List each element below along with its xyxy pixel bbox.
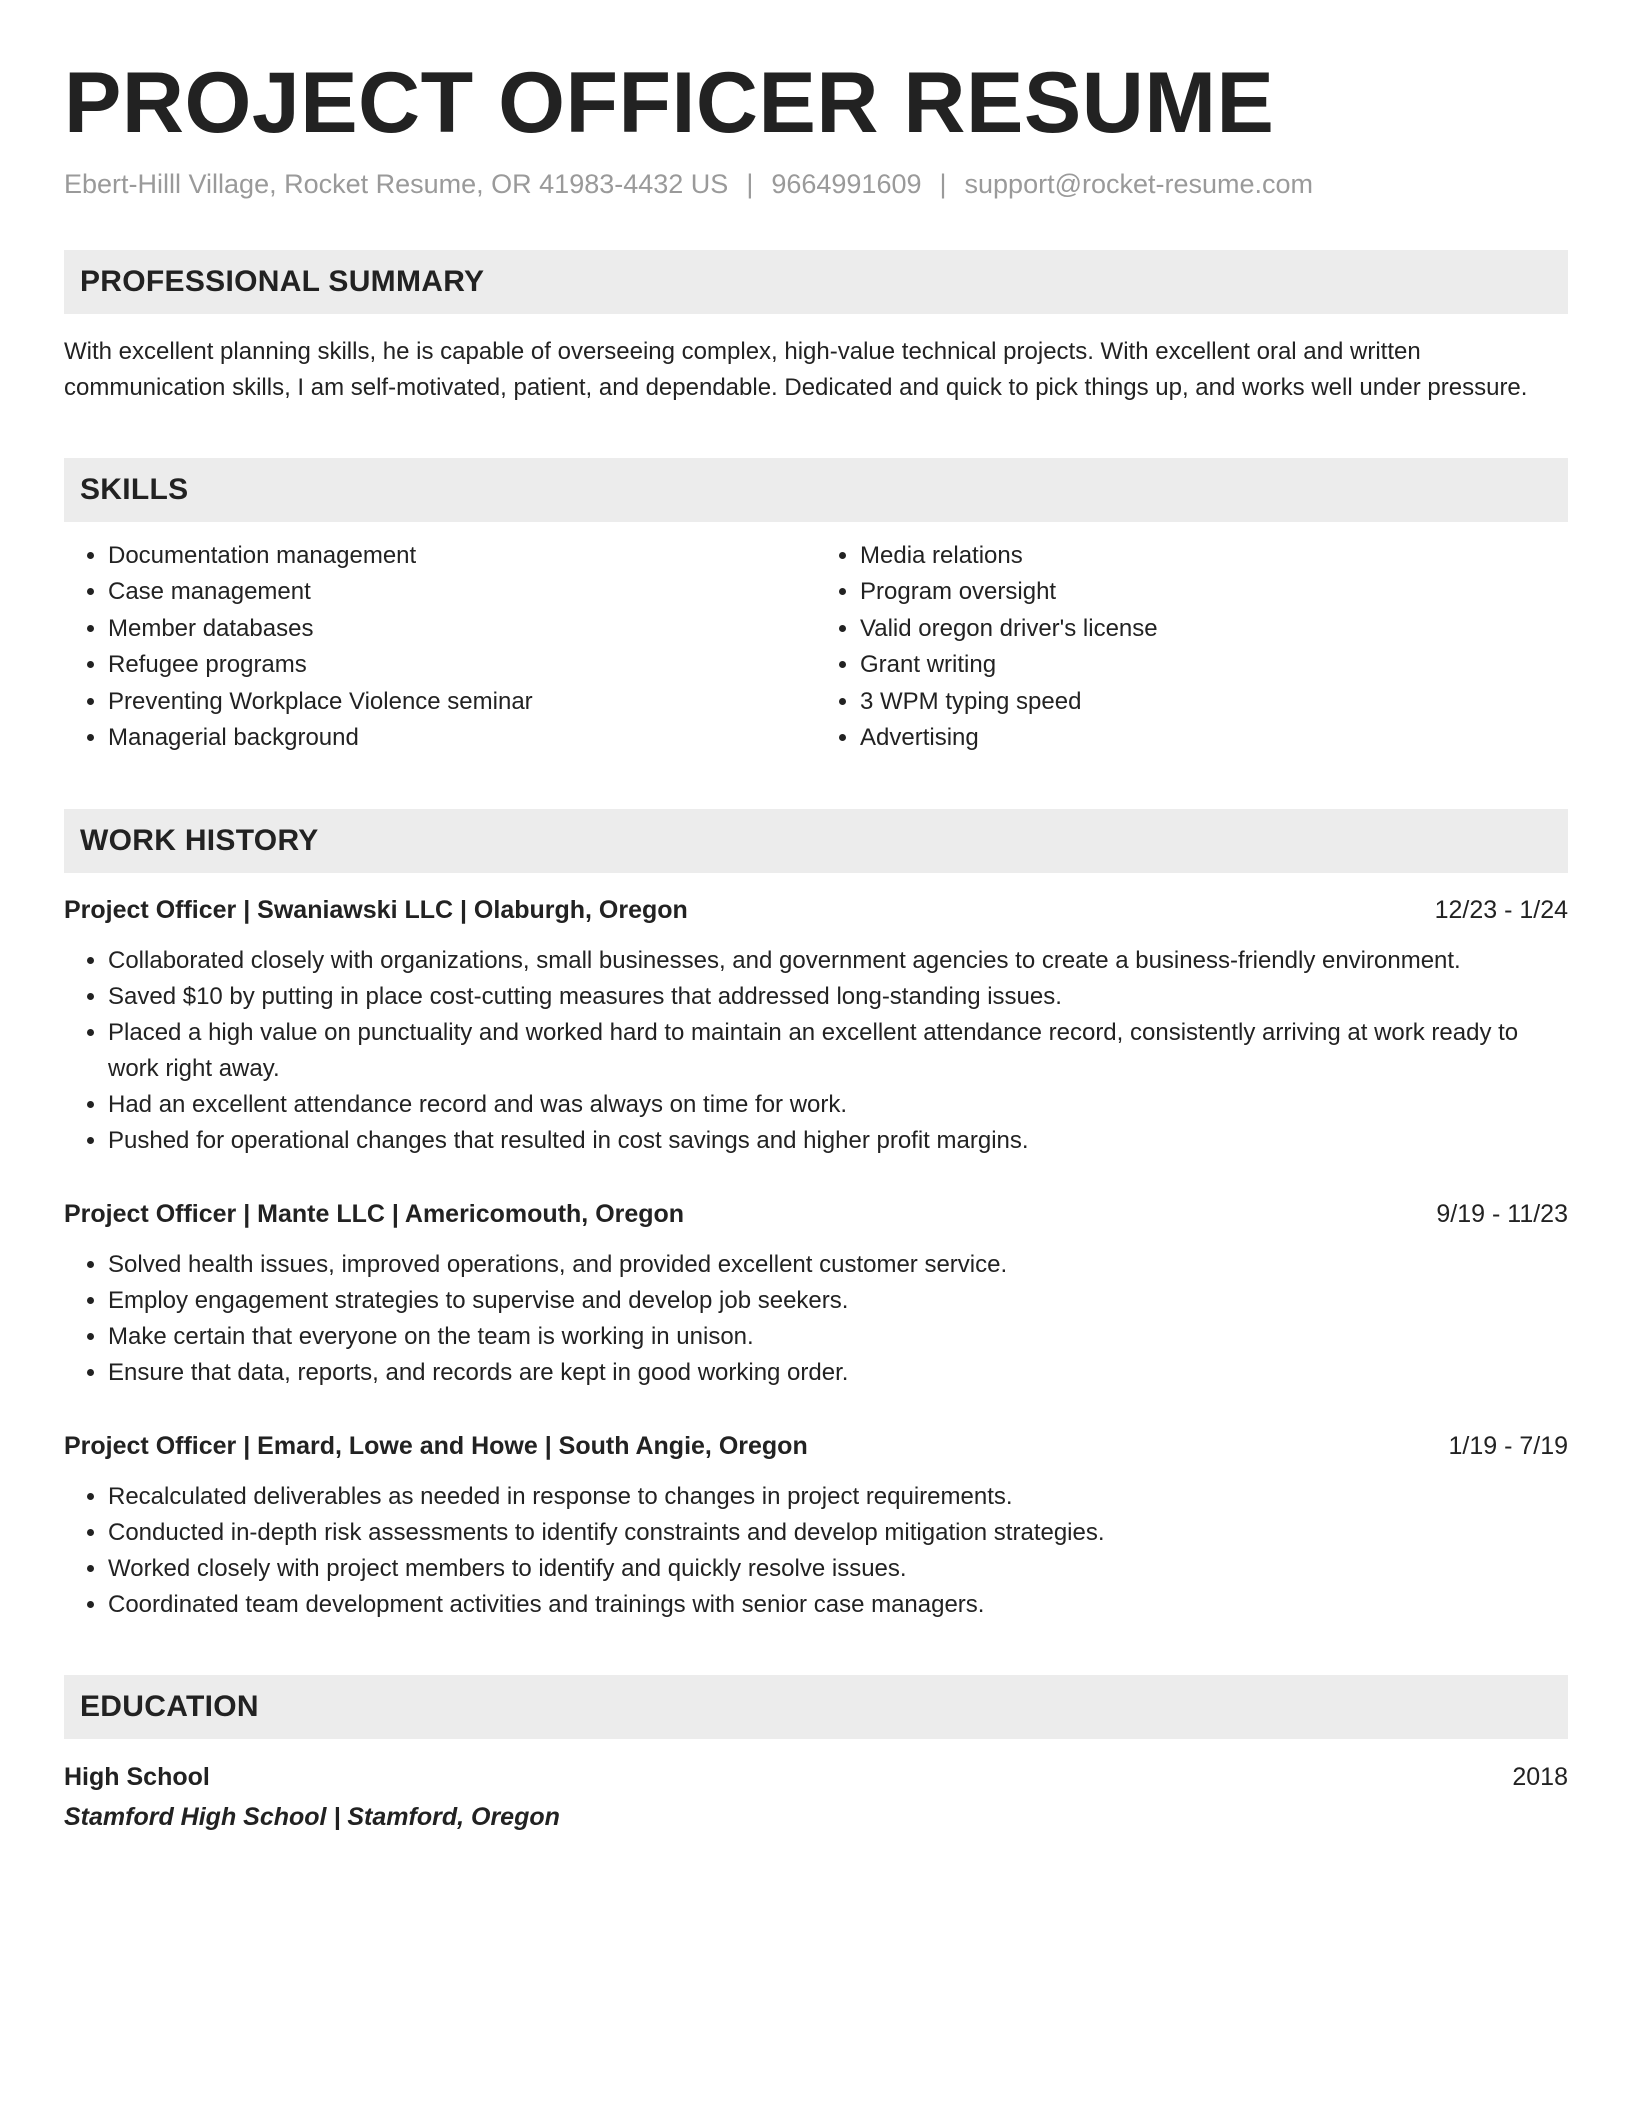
summary-text: With excellent planning skills, he is capable of overseeing complex, high-value technical projects. With excellent oral and written communication skills, I am self-motivated, patient, and dependable. Dedicated and quick to pick things up, and works well under pressure. (64, 337, 1528, 401)
work-history-section-header (64, 809, 1568, 873)
job-bullet: • Solved health issues, improved operations, and provided excellent customer service. (108, 1247, 1568, 1283)
job-bullet: • Make certain that everyone on the team is working in unison. (108, 1319, 1568, 1355)
skill-item: • Refugee programs (108, 647, 816, 684)
job-bullet: • Placed a high value on punctuality and worked hard to maintain an excellent attendance record, consistently arriving at work ready to work right away. (108, 1015, 1568, 1087)
job-bullet: • Recalculated deliverables as needed in response to changes in project requirements. (108, 1479, 1568, 1515)
education-degree: High School (64, 1762, 210, 1791)
job-bullet: • Collaborated closely with organizations, small businesses, and government agencies to create a business-friendly environment. (108, 943, 1568, 979)
summary-section-header (64, 250, 1568, 314)
job-header (64, 1197, 1568, 1231)
skills-list (64, 538, 1568, 757)
skill-item: • Member databases (108, 611, 816, 648)
job-title: Project Officer | Mante LLC | Americomouth, Oregon (64, 1199, 685, 1228)
job-date: 9/19 - 11/23 (1436, 1199, 1568, 1228)
job-bullets (64, 1479, 1568, 1623)
section-heading: SKILLS (80, 472, 189, 506)
skill-item: • Preventing Workplace Violence seminar (108, 684, 816, 721)
contact-phone: 9664991609 (771, 168, 922, 199)
job-date: 12/23 - 1/24 (1434, 895, 1568, 924)
skill-item: • Media relations (860, 538, 1568, 575)
job-bullet: • Ensure that data, reports, and records are kept in good working order. (108, 1355, 1568, 1391)
job-bullet: • Conducted in-depth risk assessments to identify constraints and develop mitigation strategies. (108, 1515, 1568, 1551)
job-entry (64, 1197, 1568, 1391)
education-section-header (64, 1675, 1568, 1739)
skill-item: • Grant writing (860, 647, 1568, 684)
section-heading: EDUCATION (80, 1689, 259, 1723)
skills-column-right (816, 538, 1568, 757)
job-title: Project Officer | Swaniawski LLC | Olaburgh, Oregon (64, 895, 688, 924)
job-header (64, 893, 1568, 927)
skill-item: • Advertising (860, 720, 1568, 757)
job-bullet: • Saved $10 by putting in place cost-cutting measures that addressed long-standing issues. (108, 979, 1568, 1015)
job-bullet: • Pushed for operational changes that resulted in cost savings and higher profit margins. (108, 1123, 1568, 1159)
skills-section-header (64, 458, 1568, 522)
contact-email: support@rocket-resume.com (964, 168, 1314, 199)
job-bullet: • Employ engagement strategies to supervise and develop job seekers. (108, 1283, 1568, 1319)
education-entry (64, 1759, 1568, 1835)
job-bullet: • Worked closely with project members to identify and quickly resolve issues. (108, 1551, 1568, 1587)
resume-title: PROJECT OFFICER RESUME (64, 55, 1275, 151)
skill-item: • Valid oregon driver's license (860, 611, 1568, 648)
skill-item: • Documentation management (108, 538, 816, 575)
skill-item: • Managerial background (108, 720, 816, 757)
job-bullet: • Coordinated team development activities and trainings with senior case managers. (108, 1587, 1568, 1623)
job-title: Project Officer | Emard, Lowe and Howe | South Angie, Oregon (64, 1431, 808, 1460)
education-school: Stamford High School | Stamford, Oregon (64, 1802, 560, 1831)
job-bullets (64, 1247, 1568, 1391)
section-heading: PROFESSIONAL SUMMARY (80, 264, 485, 298)
education-year: 2018 (1512, 1762, 1568, 1791)
job-bullet: • Had an excellent attendance record and was always on time for work. (108, 1087, 1568, 1123)
contact-separator: | (939, 168, 947, 199)
contact-address: Ebert-Hilll Village, Rocket Resume, OR 41983-4432 US (64, 168, 729, 199)
contact-separator: | (746, 168, 754, 199)
skill-item: • 3 WPM typing speed (860, 684, 1568, 721)
contact-line (64, 169, 1568, 200)
skill-item: • Case management (108, 574, 816, 611)
job-entry (64, 1429, 1568, 1623)
education-header (64, 1759, 1568, 1795)
skills-column-left (64, 538, 816, 757)
job-entry (64, 893, 1568, 1159)
job-bullets (64, 943, 1568, 1159)
job-date: 1/19 - 7/19 (1448, 1431, 1568, 1460)
job-header (64, 1429, 1568, 1463)
section-heading: WORK HISTORY (80, 823, 319, 857)
skill-item: • Program oversight (860, 574, 1568, 611)
